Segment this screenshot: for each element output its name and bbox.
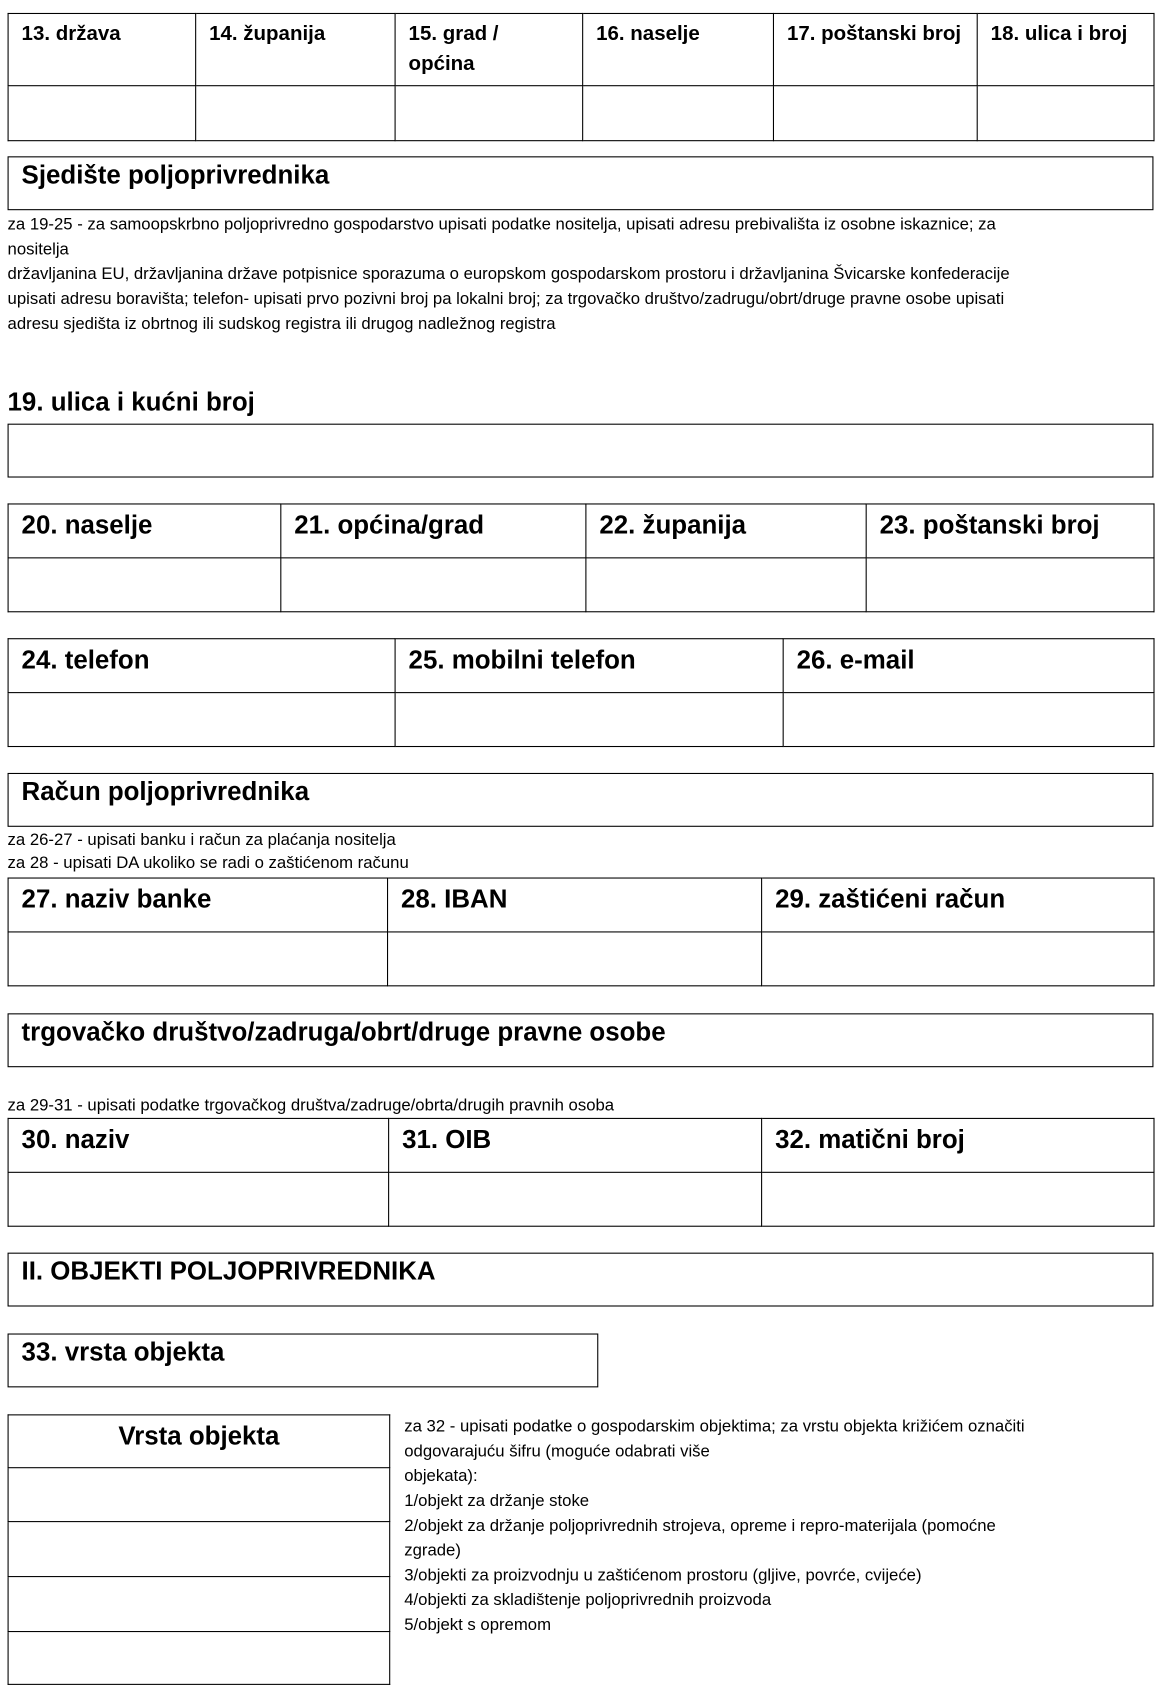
- object-type-row[interactable]: [8, 1577, 390, 1632]
- input-grad-opcina[interactable]: [395, 86, 583, 141]
- header-ulica-i-broj: 18. ulica i broj: [977, 13, 1154, 85]
- input-oib[interactable]: [389, 1172, 762, 1226]
- note-line: za 19-25 - za samoopskrbno poljoprivredno gospodarstvo upisati podatke nositelja, upisati adresu prebivališta iz osobne iskaznice; za: [7, 215, 996, 234]
- header-zupanija: 14. županija: [196, 13, 395, 85]
- objects-note: [404, 1414, 1024, 1637]
- header-naselje: 16. naselje: [583, 13, 774, 85]
- header-oib: 31. OIB: [389, 1118, 762, 1172]
- input-naziv-banke[interactable]: [8, 932, 387, 986]
- header-postanski-broj: 23. poštanski broj: [866, 504, 1154, 558]
- object-type-table: [8, 1414, 391, 1685]
- note-line: 1/objekt za držanje stoke: [404, 1491, 590, 1511]
- object-type-label: 33. vrsta objekta: [8, 1333, 599, 1387]
- input-drzava[interactable]: [8, 86, 196, 141]
- note-line: 5/objekt s opremom: [404, 1615, 551, 1635]
- note-line: za 28 - upisati DA ukoliko se radi o zaštićenom računu: [7, 853, 409, 873]
- header-naziv-banke: 27. naziv banke: [8, 878, 387, 932]
- header-telefon: 24. telefon: [8, 639, 395, 693]
- input-postanski-broj[interactable]: [773, 86, 977, 141]
- input-maticni-broj[interactable]: [762, 1172, 1154, 1226]
- address-table: [8, 13, 1155, 141]
- note-line: 2/objekt za držanje poljoprivrednih strojeva, opreme i repro-materijala (pomoćne: [404, 1516, 996, 1536]
- note-line: odgovarajuću šifru (moguće odabrati više: [404, 1442, 710, 1461]
- object-type-row[interactable]: [8, 1632, 390, 1685]
- input-ulica-i-broj[interactable]: [977, 86, 1154, 141]
- note-line: adresu sjedišta iz obrtnog ili sudskog registra ili drugog nadležnog registra: [7, 314, 556, 334]
- company-note: za 29-31 - upisati podatke trgovačkog društva/zadruge/obrta/drugih pravnih osoba: [7, 1096, 615, 1115]
- object-type-row[interactable]: [8, 1522, 390, 1577]
- input-opcina-grad[interactable]: [281, 558, 586, 612]
- header-zasticeni-racun: 29. zaštićeni račun: [762, 878, 1154, 932]
- header-grad-opcina: 15. grad / općina: [395, 13, 583, 85]
- header-drzava: 13. država: [8, 13, 196, 85]
- header-mobilni-telefon: 25. mobilni telefon: [395, 639, 783, 693]
- header-iban: 28. IBAN: [388, 878, 762, 932]
- object-type-header: Vrsta objekta: [8, 1415, 390, 1468]
- note-line: za 32 - upisati podatke o gospodarskim objektima; za vrstu objekta križićem označiti: [404, 1417, 1025, 1436]
- note-line: 4/objekti za skladištenje poljoprivrednih proizvoda: [404, 1591, 772, 1610]
- section-title-trgovacko-drustvo: trgovačko društvo/zadruga/obrt/druge pravne osobe: [8, 1013, 1154, 1067]
- input-naselje[interactable]: [8, 558, 281, 612]
- header-postanski-broj: 17. poštanski broj: [773, 13, 977, 85]
- street-label: 19. ulica i kućni broj: [7, 388, 255, 418]
- header-naziv: 30. naziv: [8, 1118, 389, 1172]
- input-zupanija[interactable]: [196, 86, 395, 141]
- note-line: nositelja: [7, 240, 69, 259]
- account-note: [8, 828, 409, 875]
- contact-table: [8, 638, 1155, 747]
- street-input[interactable]: [8, 424, 1154, 478]
- place-table: [8, 503, 1155, 612]
- note-line: objekata):: [404, 1467, 478, 1486]
- account-table: [8, 877, 1155, 986]
- header-email: 26. e-mail: [783, 639, 1154, 693]
- note-line: državljanina EU, državljanina države potpisnice sporazuma o europskom gospodarskom prostoru i državljanina Švicarske konfederacije: [7, 265, 1010, 284]
- company-table: [8, 1118, 1155, 1227]
- input-email[interactable]: [783, 693, 1154, 747]
- header-opcina-grad: 21. općina/grad: [281, 504, 586, 558]
- header-zupanija: 22. županija: [586, 504, 866, 558]
- section-title-racun: Račun poljoprivrednika: [8, 773, 1154, 827]
- note-line: 3/objekti za proizvodnju u zaštićenom prostoru (gljive, povrće, cvijeće): [404, 1566, 922, 1585]
- input-mobilni-telefon[interactable]: [395, 693, 783, 747]
- header-maticni-broj: 32. matični broj: [762, 1118, 1154, 1172]
- note-line: upisati adresu boravišta; telefon- upisati prvo pozivni broj pa lokalni broj; za trgovačko društvo/zadrugu/obrt/druge pravne osobe upisati: [7, 289, 1005, 309]
- input-telefon[interactable]: [8, 693, 395, 747]
- input-naziv[interactable]: [8, 1172, 389, 1226]
- section-title-objekti: II. OBJEKTI POLJOPRIVREDNIKA: [8, 1253, 1154, 1307]
- input-postanski-broj[interactable]: [866, 558, 1154, 612]
- section-title-sjediste: Sjedište poljoprivrednika: [8, 156, 1154, 210]
- note-line: zgrade): [404, 1541, 461, 1560]
- header-naselje: 20. naselje: [8, 504, 281, 558]
- input-zasticeni-racun[interactable]: [762, 932, 1154, 986]
- input-zupanija[interactable]: [586, 558, 866, 612]
- note-line: za 26-27 - upisati banku i račun za plaćanja nositelja: [7, 831, 396, 850]
- seat-note: [8, 212, 1010, 336]
- input-iban[interactable]: [388, 932, 762, 986]
- object-type-row[interactable]: [8, 1468, 390, 1522]
- input-naselje[interactable]: [583, 86, 774, 141]
